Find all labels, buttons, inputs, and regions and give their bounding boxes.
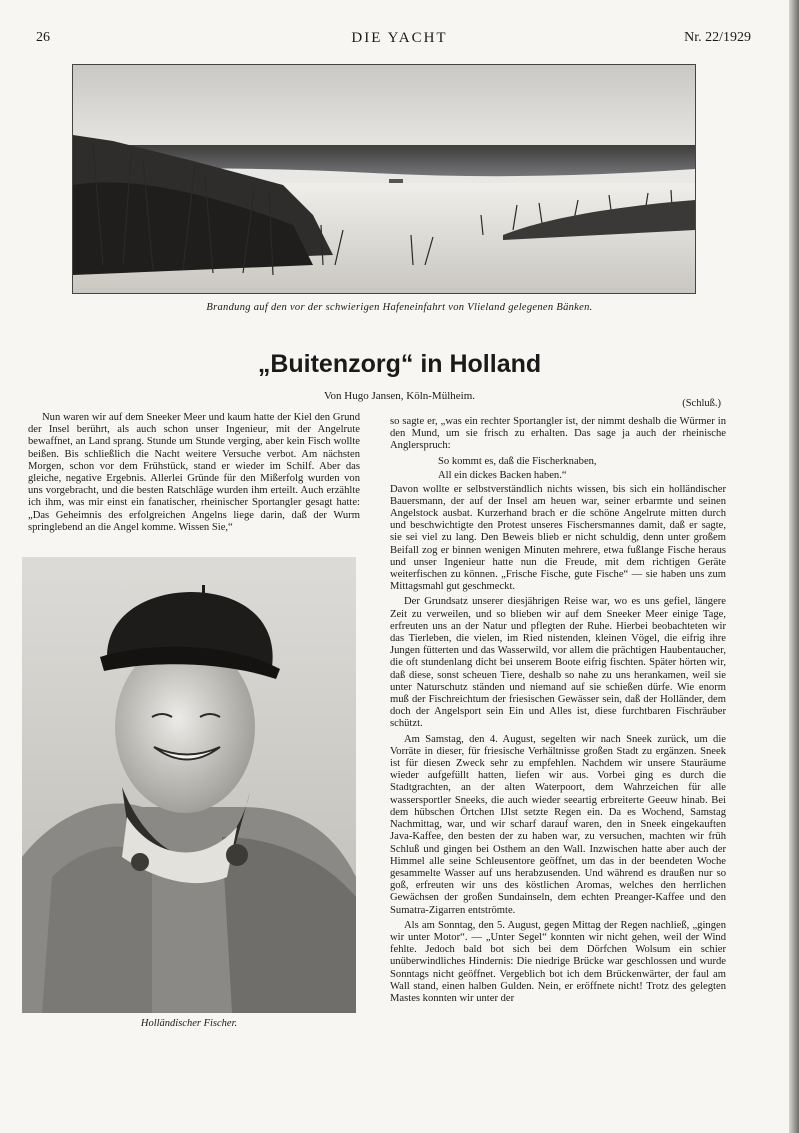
article-paragraph: Am Samstag, den 4. August, segelten wir nach Sneek zurück, um die Vorräte in dieser, für friesische Verhältnisse großen Stadt zu ergänzen. Sneek ist für diesen Zweck sehr zu empfehlen. Nachdem wir unsere Stauräume wieder aufgefüllt hatten, liefen wir aus. Vorbei ging es durch die Stadtgrachten, an der alten Waterpoort, dem Wahrzeichen für alle wassersportler Sneeks, die auch wieder seeartig erbreiterte Geeuw hinab. Bei dem hübschen Örtchen IJlst setzte Regen ein. Da es Wochend, Samstag Nachmittag, war, und wir scharf darauf waren, den in Sneek eingekauften Java-Kaffee, den besten der zu haben war, zu versuchen, machten wir früh Schluß und gingen bei Osthem an den Wall. Inzwischen hatte aber auch der Himmel alle seine Schleusentore geöffnet, um das in der beendeten Woche gesammelte Wasser auf uns herabzusenden. Und während es draußen nur so goß, erfreuten wir uns des köstlichen Aromas, welches den herrlichen Gewächsen der großen Sundainseln, dem echten Preanger-Kaffee und den Sumatra-Zigarren entströmte. [390, 733, 726, 916]
page-edge-shadow [789, 0, 799, 1133]
portrait-caption: Holländischer Fischer. [140, 1018, 238, 1029]
article-paragraph: Davon wollte er selbstverständlich nichts wissen, bis sich ein holländischer Bauersmann, der auf der Insel am heuen war, seiner erbarmte und seinen Angelstock ausbat. Kurzerhand brach er die schöne Angelrute mitten durch und beschwichtigte den Protest unseres Fischersmannes damit, daß er sagte, sie sei viel zu lang. Den Beweis blieb er nicht schuldig, denn unter großem Beifall zog er binnen wenigen Minuten mehrere, etwa fußlange Fische heraus und unser Ingenieur hatte nun die Freude, mit dem richtigen Geräte weiterfischen zu können. „Frische Fische, gute Fische“ — sie haben uns zum Mittagsmahl gut geschmeckt. [390, 483, 726, 593]
photo-caption: Brandung auf den vor der schwierigen Hafeneinfahrt von Vlieland gelegenen Bänken. [206, 302, 593, 313]
article-paragraph: Der Grundsatz unserer diesjährigen Reise war, wo es uns gefiel, längere Zeit zu verweilen, und so blieben wir auf dem Sneeker Meer einige Tage, erfreuten uns an der Natur und pflegten der Ruhe. Hierbei beobachteten wir das Tierleben, die vielen, im Ried nistenden, kleinen Vögel, die eifrig ihre Jungen fütterten und das Wasserwild, vor allem die prächtigen Haubentaucher, die oft stundenlang dicht bei unserem Boote eifrig fischten. Später hörten wir, daß diese, sonst scheuen Tiere, deshalb so nahe zu uns herankamen, weil sie unter Naturschutz ständen und niemand auf sie schießen dürfe. Wie enorm muß der Fischreichtum der friesischen Gewässer sein, daß der Holländer, dem doch der Angelsport sein Ein und Alles ist, diese furchtbaren Fischräuber schützt. [390, 596, 726, 730]
article-paragraph: Als am Sonntag, den 5. August, gegen Mittag der Regen nachließ, „gingen wir unter Motor“. — „Unter Segel“ konnten wir nicht gehen, weil der Wind fehlte. Jedoch bald bot sich bei dem Dörfchen Wolsum ein schier unüberwindliches Hindernis: Die niedrige Brücke war geschlossen und wurde Sonntags nicht geöffnet. Vergeblich bot ich dem Brückenwärter, der faul am Wall stand, einen halben Gulden. Nein, er eröffnete nicht! Trotz des gelegten Mastes konnten wir unter der [390, 919, 726, 1004]
article-paragraph: so sagte er, „was ein rechter Sportangler ist, der nimmt deshalb die Würmer in den Mund, um sie frisch zu erhalten. Das sage ja auch der rheinische Anglerspruch: [390, 416, 726, 452]
issue-number: Nr. 22/1929 [684, 30, 751, 45]
page-header [0, 30, 799, 52]
journal-title: DIE YACHT [351, 30, 448, 46]
verse-line: So kommt es, daß die Fischerknaben, [438, 455, 597, 467]
article-byline: Von Hugo Jansen, Köln-Mülheim. [323, 390, 476, 402]
fisherman-portrait-photo [22, 557, 356, 1013]
beach-dunes-photo [72, 64, 696, 294]
article-column-right [390, 416, 726, 1008]
verse-line: All ein dickes Backen haben.“ [438, 469, 567, 481]
continuation-note: (Schluß.) [682, 398, 721, 409]
article-title: „Buitenzorg“ in Holland [257, 350, 542, 378]
page-number: 26 [36, 30, 50, 45]
article-column-left [28, 412, 360, 537]
article-paragraph: Nun waren wir auf dem Sneeker Meer und kaum hatte der Kiel den Grund der Insel berührt, als auch schon unser Ingenieur, mit der Angelrute bewaffnet, an Land sprang. Stunde um Stunde verging, aber kein Fisch wollte beißen. Bis schließlich die Nacht weitere Versuche verbot. Am nächsten Morgen, schon vor dem Frühstück, stand er wieder im Schilf. Aber das gleiche, negative Ergebnis. Allerlei Gründe für den Mißerfolg wurden von uns vorgebracht, und die besten Ratschläge wurden ihm erteilt. Auch erzählte ich ihm, was mir einst ein fanatischer, rheinischer Sportangler gesagt hatte: „Das Geheimnis des erfolgreichen Angelns liege darin, daß der Wurm springlebend an die Angel komme. Wissen Sie,“ [28, 412, 360, 533]
